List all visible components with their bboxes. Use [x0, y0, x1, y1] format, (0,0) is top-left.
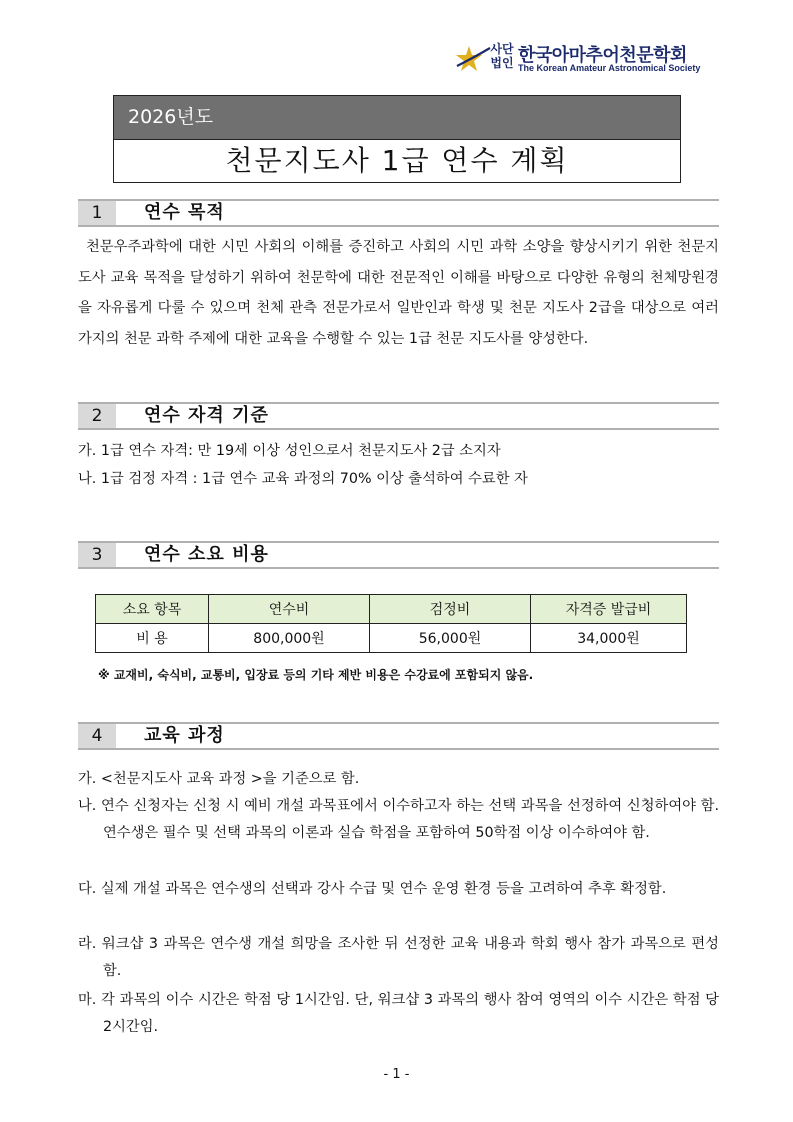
org-name: 한국아마추어천문학회 [518, 45, 687, 66]
section-title: 교육 과정 [144, 725, 225, 746]
section-number: 3 [78, 543, 116, 567]
section-number: 1 [78, 201, 116, 225]
table-header-cell: 자격증 발급비 [531, 595, 687, 624]
section-header-cost [78, 541, 719, 569]
document-title: 천문지도사 1급 연수 계획 [225, 144, 569, 177]
table-header-cell: 소요 항목 [96, 595, 209, 624]
section-header-curriculum [78, 722, 719, 750]
table-cell: 56,000원 [370, 624, 531, 653]
curriculum-item: 마. 각 과목의 이수 시간은 학점 당 1시간임. 단, 워크샵 3 과목의 행사 참여 영역의 이수 시간은 학점 당 2시간임. [78, 992, 719, 1036]
title-box [113, 95, 681, 183]
curriculum-item: 나. 연수 신청자는 신청 시 예비 개설 과목표에서 이수하고자 하는 선택 과목을 선정하여 신청하여야 함. 연수생은 필수 및 선택 과목의 이론과 실습 학점을 포함하여 50학점 이상 이수하여야 함. [78, 798, 719, 842]
org-subtitle: The Korean Amateur Astronomical Society [518, 63, 701, 73]
table-row [96, 624, 687, 653]
title-year: 2026년도 [114, 96, 680, 140]
section-title: 연수 자격 기준 [144, 405, 269, 426]
curriculum-item: 라. 워크샵 3 과목은 연수생 개설 희망을 조사한 뒤 선정한 교육 내용과 학회 행사 참가 과목으로 편성함. [78, 936, 719, 980]
cost-table [95, 594, 687, 653]
section-title: 연수 소요 비용 [144, 544, 269, 565]
cost-note: ※ 교재비, 숙식비, 교통비, 입장료 등의 기타 제반 비용은 수강료에 포함되지 않음. [98, 668, 534, 682]
section-number: 4 [78, 724, 116, 748]
table-cell: 800,000원 [209, 624, 370, 653]
section-title: 연수 목적 [144, 202, 225, 223]
table-cell: 비 용 [96, 624, 209, 653]
curriculum-item: 가. <천문지도사 교육 과정 >을 기준으로 함. [78, 771, 360, 787]
table-header-cell: 검정비 [370, 595, 531, 624]
curriculum-item: 다. 실제 개설 과목은 연수생의 선택과 강사 수급 및 연수 운영 환경 등을 고려하여 추후 확정함. [78, 881, 667, 897]
qualification-item: 가. 1급 연수 자격: 만 19세 이상 성인으로서 천문지도사 2급 소지자 [78, 443, 501, 459]
star-logo-icon [455, 44, 491, 74]
table-header-row [96, 595, 687, 624]
section-header-purpose [78, 199, 719, 227]
table-cell: 34,000원 [531, 624, 687, 653]
qualification-item: 나. 1급 검정 자격 : 1급 연수 교육 과정의 70% 이상 출석하여 수료한 자 [78, 471, 528, 487]
org-corp-label: 사단법인 [490, 42, 514, 70]
section-number: 2 [78, 404, 116, 428]
purpose-paragraph: 천문우주과학에 대한 시민 사회의 이해를 증진하고 사회의 시민 과학 소양을 향상시키기 위한 천문지도사 교육 목적을 달성하기 위하여 천문학에 대한 전문적인 이해를 바탕으로 다양한 유형의 천체망원경을 자유롭게 다룰 수 있으며 천체 관측 전문가로서 일반인과 학생 및 천문 지도사 2급을 대상으로 여러 가지의 천문 과학 주제에 대한 교육을 수행할 수 있는 1급 천문 지도사를 양성한다. [78, 239, 719, 347]
table-header-cell: 연수비 [209, 595, 370, 624]
page-number: - 1 - [383, 1067, 410, 1082]
org-logo [455, 42, 725, 76]
section-header-qualification [78, 402, 719, 430]
